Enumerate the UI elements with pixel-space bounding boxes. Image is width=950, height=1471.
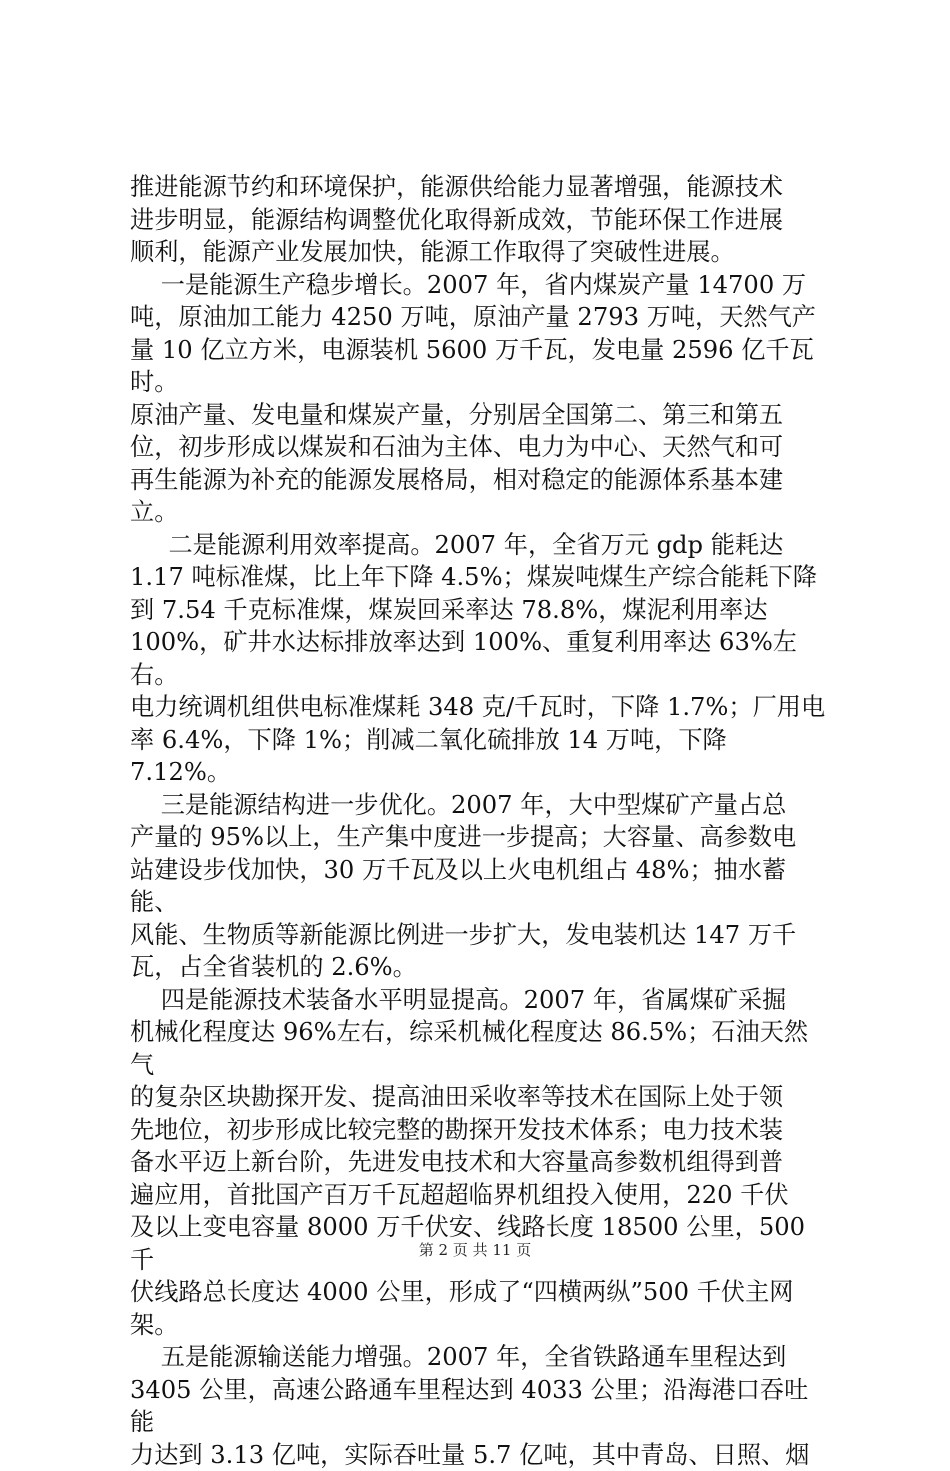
text-line: 瓦，占全省装机的 2.6%。: [130, 951, 830, 984]
text-line: 3405 公里，高速公路通车里程达到 4033 公里；沿海港口吞吐能: [130, 1374, 830, 1439]
text-line: 机械化程度达 96%左右，综采机械化程度达 86.5%；石油天然气: [130, 1016, 830, 1081]
text-line: 进步明显，能源结构调整优化取得新成效，节能环保工作进展: [130, 204, 830, 237]
text-line: 遍应用，首批国产百万千瓦超超临界机组投入使用，220 千伏: [130, 1179, 830, 1212]
text-line: 产量的 95%以上，生产集中度进一步提高；大容量、高参数电: [130, 821, 830, 854]
text-line: 一是能源生产稳步增长。2007 年，省内煤炭产量 14700 万: [130, 269, 830, 302]
text-line: 的复杂区块勘探开发、提高油田采收率等技术在国际上处于领: [130, 1081, 830, 1114]
text-line: 四是能源技术装备水平明显提高。2007 年，省属煤矿采掘: [130, 984, 830, 1017]
text-line: 率 6.4%，下降 1%；削减二氧化硫排放 14 万吨，下降 7.12%。: [130, 724, 830, 789]
text-line: 立。: [130, 496, 830, 529]
text-line: 力达到 3.13 亿吨，实际吞吐量 5.7 亿吨，其中青岛、日照、烟: [130, 1439, 830, 1471]
text-line: 顺利，能源产业发展加快，能源工作取得了突破性进展。: [130, 236, 830, 269]
text-line: 备水平迈上新台阶，先进发电技术和大容量高参数机组得到普: [130, 1146, 830, 1179]
text-line: 吨，原油加工能力 4250 万吨，原油产量 2793 万吨，天然气产: [130, 301, 830, 334]
text-line: 二是能源利用效率提高。2007 年，全省万元 gdp 能耗达: [130, 529, 830, 562]
text-line: 100%，矿井水达标排放率达到 100%、重复利用率达 63%左右。: [130, 626, 830, 691]
text-line: 先地位，初步形成比较完整的勘探开发技术体系；电力技术装: [130, 1114, 830, 1147]
text-line: 再生能源为补充的能源发展格局，相对稳定的能源体系基本建: [130, 464, 830, 497]
text-line: 原油产量、发电量和煤炭产量，分别居全国第二、第三和第五: [130, 399, 830, 432]
text-line: 五是能源输送能力增强。2007 年，全省铁路通车里程达到: [130, 1341, 830, 1374]
text-line: 伏线路总长度达 4000 公里，形成了“四横两纵”500 千伏主网: [130, 1276, 830, 1309]
page-number-footer: 第 2 页 共 11 页: [0, 1239, 950, 1260]
text-line: 风能、生物质等新能源比例进一步扩大，发电装机达 147 万千: [130, 919, 830, 952]
body-text: [130, 171, 830, 1471]
text-line: 架。: [130, 1309, 830, 1342]
text-line: 站建设步伐加快，30 万千瓦及以上火电机组占 48%；抽水蓄能、: [130, 854, 830, 919]
text-line: 推进能源节约和环境保护，能源供给能力显著增强，能源技术: [130, 171, 830, 204]
text-line: 1.17 吨标准煤，比上年下降 4.5%；煤炭吨煤生产综合能耗下降: [130, 561, 830, 594]
text-line: 电力统调机组供电标准煤耗 348 克/千瓦时，下降 1.7%；厂用电: [130, 691, 830, 724]
text-line: 及以上变电容量 8000 万千伏安、线路长度 18500 公里，500 千: [130, 1211, 830, 1276]
text-line: 量 10 亿立方米，电源装机 5600 万千瓦，发电量 2596 亿千瓦时。: [130, 334, 830, 399]
text-line: 到 7.54 千克标准煤，煤炭回采率达 78.8%，煤泥利用率达: [130, 594, 830, 627]
text-line: 位，初步形成以煤炭和石油为主体、电力为中心、天然气和可: [130, 431, 830, 464]
text-line: 三是能源结构进一步优化。2007 年，大中型煤矿产量占总: [130, 789, 830, 822]
